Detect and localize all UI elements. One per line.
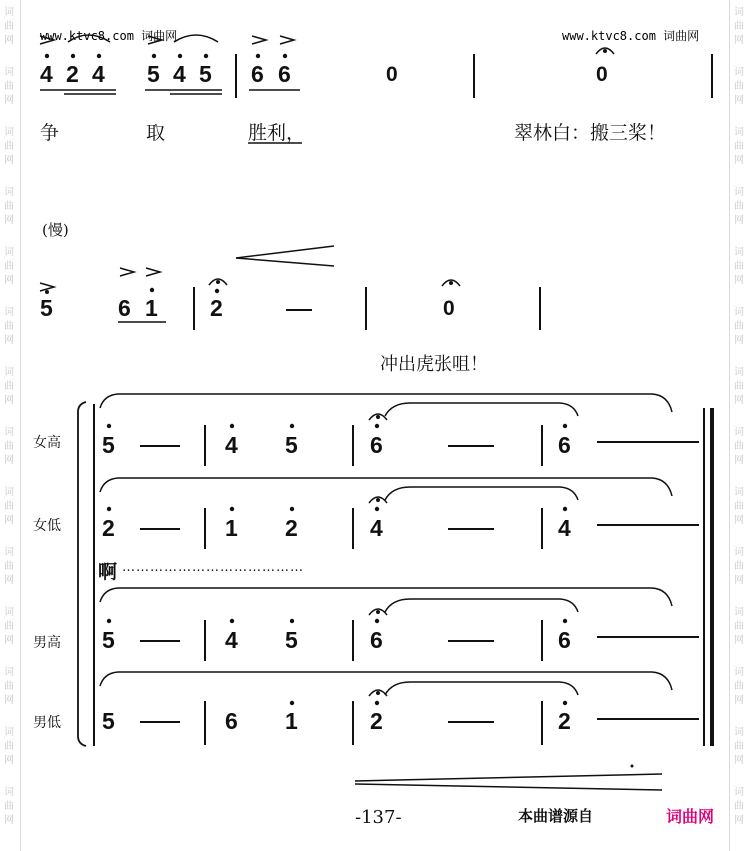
side-watermark-glyph: 词: [4, 427, 14, 438]
side-watermark-glyph: 曲: [734, 741, 744, 752]
stray-dot: [631, 765, 634, 768]
side-watermark-glyph: 曲: [4, 441, 14, 452]
slur: [100, 478, 672, 496]
side-watermark-glyph: 网: [4, 695, 14, 706]
side-watermark-glyph: 曲: [4, 321, 14, 332]
note: 2: [66, 61, 79, 87]
octave-dot: [375, 619, 379, 623]
footer-line: [355, 784, 662, 790]
side-watermark-glyph: 词: [734, 187, 744, 198]
note: 1: [225, 515, 238, 541]
octave-dot: [230, 507, 234, 511]
side-watermark-glyph: 网: [734, 155, 744, 166]
side-watermark-glyph: 词: [4, 7, 14, 18]
slur: [68, 35, 110, 42]
side-watermark-glyph: 词: [4, 307, 14, 318]
note: 4: [173, 61, 186, 87]
octave-dot: [256, 54, 260, 58]
note: 4: [40, 61, 53, 87]
octave-dot: [375, 424, 379, 428]
note: 6: [118, 295, 131, 321]
octave-dot: [97, 54, 101, 58]
side-watermark-glyph: 网: [734, 575, 744, 586]
side-watermark-glyph: 曲: [734, 141, 744, 152]
slur: [100, 672, 672, 690]
rest: 0: [386, 63, 398, 86]
side-watermark-glyph: 词: [734, 307, 744, 318]
octave-dot: [283, 54, 287, 58]
octave-dot: [563, 701, 567, 705]
accent: [146, 268, 160, 276]
note: 5: [102, 432, 115, 458]
side-watermark-glyph: 网: [4, 155, 14, 166]
note: 6: [558, 627, 571, 653]
note: 2: [285, 515, 298, 541]
side-watermark-glyph: 词: [4, 127, 14, 138]
octave-dot: [230, 424, 234, 428]
side-watermark-glyph: 曲: [734, 201, 744, 212]
octave-dot: [71, 54, 75, 58]
side-watermark-glyph: 词: [4, 67, 14, 78]
note: 1: [145, 295, 158, 321]
side-watermark-glyph: 词: [734, 7, 744, 18]
side-watermark-glyph: 词: [4, 247, 14, 258]
side-watermark-glyph: 词: [4, 667, 14, 678]
note: 6: [558, 432, 571, 458]
accent: [120, 268, 134, 276]
slur: [385, 487, 578, 500]
side-watermark-glyph: 曲: [734, 21, 744, 32]
side-watermark-glyph: 网: [734, 35, 744, 46]
octave-dot: [107, 507, 111, 511]
side-watermark-glyph: 曲: [734, 681, 744, 692]
octave-dot: [107, 424, 111, 428]
side-watermark-glyph: 词: [4, 547, 14, 558]
part-label: 男高: [33, 635, 61, 651]
lyric: 胜利，: [248, 122, 306, 144]
side-watermark-glyph: 网: [4, 455, 14, 466]
side-watermark-glyph: 词: [734, 667, 744, 678]
side-watermark-glyph: 词: [734, 787, 744, 798]
note: 4: [225, 432, 238, 458]
octave-dot: [150, 288, 154, 292]
side-watermark-glyph: 曲: [734, 81, 744, 92]
spoken-line: 翠林白：搬三桨！: [514, 122, 667, 144]
side-watermark-glyph: 网: [734, 215, 744, 226]
side-watermark-glyph: 网: [4, 335, 14, 346]
octave-dot: [563, 507, 567, 511]
note: 1: [285, 708, 298, 734]
side-watermark-glyph: 曲: [4, 141, 14, 152]
side-watermark-glyph: 曲: [4, 21, 14, 32]
slur: [100, 588, 672, 606]
crescendo-hairpin: [236, 258, 334, 266]
note-fermata: 6: [370, 627, 383, 653]
part-label: 男低: [33, 715, 61, 731]
note: 5: [147, 61, 160, 87]
side-watermark-glyph: 曲: [4, 681, 14, 692]
octave-dot: [290, 619, 294, 623]
slur: [385, 682, 578, 695]
side-watermark-glyph: 词: [4, 487, 14, 498]
note: 5: [285, 627, 298, 653]
octave-dot: [230, 619, 234, 623]
side-watermark-glyph: 网: [734, 335, 744, 346]
note: 4: [225, 627, 238, 653]
note-fermata: 2: [210, 295, 223, 321]
fermata-dot: [603, 49, 607, 53]
octave-dot: [45, 290, 49, 294]
octave-dot: [152, 54, 156, 58]
system-brace: [78, 402, 86, 746]
side-watermark-glyph: 网: [734, 95, 744, 106]
side-watermark-glyph: 网: [4, 95, 14, 106]
octave-dot: [290, 701, 294, 705]
accent: [40, 36, 54, 44]
side-watermark-glyph: 曲: [734, 561, 744, 572]
side-watermark-glyph: 曲: [734, 441, 744, 452]
side-watermark-glyph: 词: [734, 247, 744, 258]
note: 6: [251, 61, 264, 87]
side-watermark-glyph: 词: [4, 787, 14, 798]
side-watermark-glyph: 词: [4, 727, 14, 738]
vocalise-syllable: 啊: [98, 561, 118, 583]
octave-dot: [563, 619, 567, 623]
side-watermark-glyph: 网: [734, 455, 744, 466]
side-watermark-glyph: 词: [734, 607, 744, 618]
side-watermark-glyph: 词: [734, 367, 744, 378]
fermata-dot: [376, 691, 380, 695]
spoken-line: 冲出虎张咀！: [380, 354, 488, 375]
side-watermark-glyph: 网: [734, 755, 744, 766]
note: 4: [92, 61, 105, 87]
side-watermark-glyph: 曲: [734, 321, 744, 332]
slur: [385, 403, 578, 416]
fermata-dot: [216, 280, 220, 284]
part-label: 女低: [33, 518, 61, 534]
tempo-mark: (慢): [42, 221, 69, 239]
side-watermark-glyph: 曲: [4, 741, 14, 752]
side-watermark-glyph: 网: [734, 695, 744, 706]
side-watermark-glyph: 网: [4, 815, 14, 826]
footer-site-logo: 词曲网: [666, 807, 715, 826]
side-watermark-glyph: 词: [4, 187, 14, 198]
note: 5: [40, 295, 53, 321]
note: 2: [558, 708, 571, 734]
side-watermark-glyph: 词: [734, 487, 744, 498]
crescendo-hairpin: [236, 246, 334, 258]
note: 5: [102, 708, 115, 734]
side-watermark-glyph: 曲: [4, 81, 14, 92]
octave-dot: [290, 424, 294, 428]
accent: [40, 283, 54, 291]
side-watermark-glyph: 网: [4, 215, 14, 226]
side-watermark-glyph: 曲: [734, 381, 744, 392]
fermata-dot: [376, 610, 380, 614]
side-watermark-glyph: 词: [734, 547, 744, 558]
side-watermark-glyph: 曲: [734, 621, 744, 632]
side-watermark-glyph: 网: [734, 275, 744, 286]
lyric: 取: [146, 122, 166, 144]
side-watermark-glyph: 网: [4, 515, 14, 526]
side-watermark-glyph: 词: [734, 67, 744, 78]
side-watermark-glyph: 曲: [4, 201, 14, 212]
octave-dot: [204, 54, 208, 58]
accent: [148, 36, 162, 44]
side-watermark-glyph: 曲: [734, 261, 744, 272]
slur: [385, 599, 578, 612]
side-watermark-glyph: 曲: [734, 501, 744, 512]
side-watermark-glyph: 网: [4, 35, 14, 46]
watermark-right: www.ktvc8.com 词曲网: [562, 29, 700, 43]
octave-dot: [290, 507, 294, 511]
watermark-left: www.ktvc8.com 词曲网: [40, 29, 178, 43]
side-watermark-glyph: 曲: [4, 621, 14, 632]
side-watermark-glyph: 词: [734, 127, 744, 138]
part-label: 女高: [33, 435, 61, 451]
octave-dot: [107, 619, 111, 623]
octave-dot: [563, 424, 567, 428]
side-watermark-glyph: 词: [734, 427, 744, 438]
note: 5: [285, 432, 298, 458]
note-fermata: 6: [370, 432, 383, 458]
rest-fermata: 0: [443, 297, 455, 320]
octave-dot: [45, 54, 49, 58]
slur: [100, 394, 672, 412]
note: 6: [225, 708, 238, 734]
note-fermata: 4: [370, 515, 383, 541]
rest-fermata: 0: [596, 63, 608, 86]
note: 6: [278, 61, 291, 87]
note: 5: [102, 627, 115, 653]
side-watermark-glyph: 网: [4, 575, 14, 586]
side-watermark-glyph: 网: [4, 635, 14, 646]
side-watermark-glyph: 词: [4, 367, 14, 378]
octave-dot: [375, 507, 379, 511]
side-watermark-glyph: 曲: [4, 801, 14, 812]
fermata-dot: [376, 498, 380, 502]
side-watermark-glyph: 词: [734, 727, 744, 738]
fermata-dot: [376, 415, 380, 419]
note: 5: [199, 61, 212, 87]
side-watermark-glyph: 曲: [4, 561, 14, 572]
side-watermark-glyph: 曲: [734, 801, 744, 812]
side-watermark-glyph: 网: [4, 275, 14, 286]
side-watermark-glyph: 词: [4, 607, 14, 618]
octave-dot: [215, 289, 219, 293]
note: 2: [102, 515, 115, 541]
side-watermark-glyph: 曲: [4, 501, 14, 512]
footer-source: 本曲谱源自: [518, 807, 594, 825]
fermata-dot: [449, 281, 453, 285]
side-watermark-glyph: 网: [734, 395, 744, 406]
side-watermark-glyph: 网: [4, 395, 14, 406]
footer-line: [355, 774, 662, 781]
note-fermata: 2: [370, 708, 383, 734]
page-number: -137-: [355, 807, 402, 828]
vocalise-dots: …………………………………: [122, 560, 304, 575]
side-watermark-glyph: 网: [734, 635, 744, 646]
lyric: 争: [40, 122, 60, 144]
octave-dot: [178, 54, 182, 58]
side-watermark-glyph: 网: [4, 755, 14, 766]
accent: [252, 36, 266, 44]
side-watermark-glyph: 网: [734, 515, 744, 526]
octave-dot: [375, 701, 379, 705]
slur: [174, 35, 218, 42]
side-watermark-glyph: 曲: [4, 381, 14, 392]
side-watermark-glyph: 网: [734, 815, 744, 826]
note: 4: [558, 515, 571, 541]
side-watermark-glyph: 曲: [4, 261, 14, 272]
accent: [280, 36, 294, 44]
